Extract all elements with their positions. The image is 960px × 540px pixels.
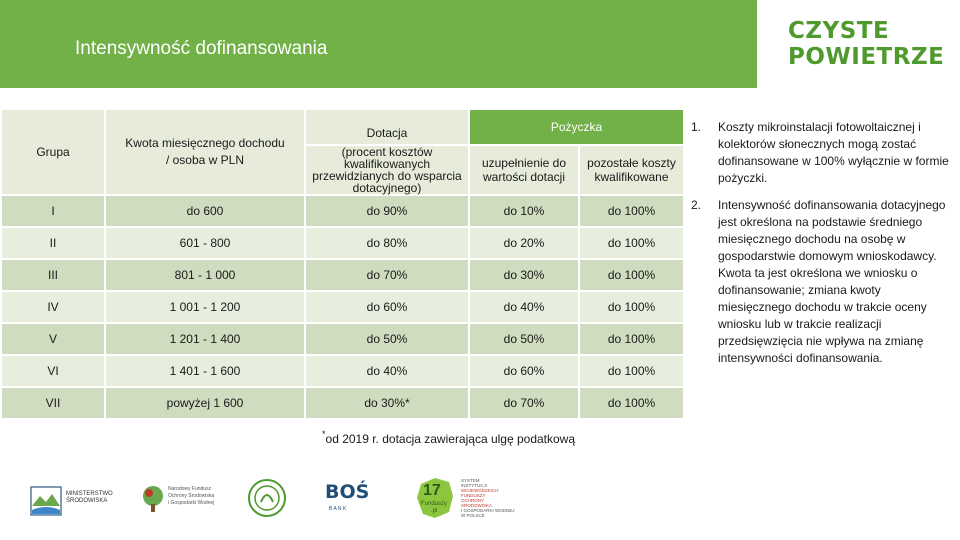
bos-bank-label: B A N K: [329, 506, 347, 512]
ministry-name-2: ŚRODOWISKA: [66, 498, 108, 504]
note-item: [688, 119, 950, 187]
cell-loan-other: do 100%: [579, 291, 684, 323]
cell-loan-other: do 100%: [579, 323, 684, 355]
cell-group: II: [1, 227, 105, 259]
cell-loan-supplement: do 50%: [469, 323, 579, 355]
cell-grant: do 80%: [305, 227, 469, 259]
funding-table: [0, 108, 685, 420]
table-row: [1, 387, 684, 419]
cell-loan-supplement: do 20%: [469, 227, 579, 259]
nfosigw-name-3: i Gospodarki Wodnej: [168, 500, 215, 506]
cell-loan-supplement: do 60%: [469, 355, 579, 387]
note-text: Intensywność dofinansowania dotacyjnego jest określona na podstawie średniego miesięcznego dochodu na osobę w gospodarstwie domowym wnioskodawcy. Kwota ta jest określona we wniosku o dofinansowanie; zmiana kwoty miesięcznego dochodu w trakcie oceny wniosku lub w trakcie realizacji przedsięwzięcia nie wpływa na zmianę intensywności dofinansowania.: [718, 198, 946, 365]
notes-list: [688, 119, 950, 377]
cell-group: III: [1, 259, 105, 291]
wf-text-4: FUNDUSZY: [461, 493, 486, 498]
logo-line-1: CZYSTE: [788, 18, 890, 44]
ministry-name-1: MINISTERSTWO: [66, 491, 113, 497]
table-row: [1, 355, 684, 387]
eco-seal-logo: [247, 478, 287, 518]
cell-income: 801 - 1 000: [105, 259, 305, 291]
wf-number: 17: [423, 482, 441, 499]
cell-grant: do 70%: [305, 259, 469, 291]
cell-loan-other: do 100%: [579, 227, 684, 259]
wf-text-7: I GOSPODARKI WODNEJ: [461, 508, 515, 513]
cell-loan-supplement: do 10%: [469, 195, 579, 227]
tree-emblem-icon: [140, 484, 166, 514]
cell-loan-other: do 100%: [579, 259, 684, 291]
cell-grant: do 90%: [305, 195, 469, 227]
header-income: Kwota miesięcznego dochodu / osoba w PLN: [105, 109, 305, 195]
footnote: [322, 429, 576, 446]
cell-loan-other: do 100%: [579, 387, 684, 419]
footnote-mark: *: [322, 429, 326, 439]
cell-loan-supplement: do 40%: [469, 291, 579, 323]
seal-icon: [247, 478, 287, 518]
cell-income: 1 001 - 1 200: [105, 291, 305, 323]
wf-text-5: OCHRONY: [461, 498, 485, 503]
czyste-powietrze-logo: [788, 18, 945, 70]
wf-text-8: W POLSCE: [461, 513, 485, 518]
wf-text-2: INSTYTUCJI: [461, 483, 488, 488]
table-row: [1, 227, 684, 259]
footnote-text: od 2019 r. dotacja zawierająca ulgę podatkową: [325, 432, 576, 446]
note-number: 2.: [691, 198, 702, 212]
title-banner: [0, 0, 757, 88]
cell-loan-other: do 100%: [579, 195, 684, 227]
nfosigw-name-2: Ochrony Środowiska: [168, 493, 215, 499]
cell-group: IV: [1, 291, 105, 323]
cell-group: I: [1, 195, 105, 227]
table-row: [1, 259, 684, 291]
cell-income: 601 - 800: [105, 227, 305, 259]
header-loan-other: pozostałe koszty kwalifikowane: [579, 145, 684, 195]
wf-text-1: SYSTEM: [461, 478, 480, 483]
page-title: Intensywność dofinansowania: [75, 38, 328, 59]
header-loan: Pożyczka: [469, 109, 684, 145]
wfosigw-logo: [415, 476, 565, 520]
ministry-logo: [30, 486, 120, 516]
ministry-emblem-icon: [30, 486, 62, 516]
bos-bank-logo: [325, 482, 377, 516]
cell-loan-supplement: do 70%: [469, 387, 579, 419]
wf-text-3: WOJEWÓDZKICH: [461, 488, 499, 493]
header-grant: Dotacja: [305, 109, 469, 145]
cell-income: 1 201 - 1 400: [105, 323, 305, 355]
table-row: [1, 323, 684, 355]
cell-loan-supplement: do 30%: [469, 259, 579, 291]
cell-group: VII: [1, 387, 105, 419]
wf-suffix: .pl: [431, 508, 438, 514]
cell-grant: do 30%*: [305, 387, 469, 419]
bos-wordmark: BOŚ: [325, 481, 370, 503]
note-text: Koszty mikroinstalacji fotowoltaicznej i kolektorów słonecznych mogą zostać dofinansowane w 100% wyłącznie w formie pożyczki.: [718, 120, 949, 185]
header-loan-supplement: uzupełnienie do wartości dotacji: [469, 145, 579, 195]
cell-income: do 600: [105, 195, 305, 227]
cell-grant: do 40%: [305, 355, 469, 387]
cell-income: 1 401 - 1 600: [105, 355, 305, 387]
cell-loan-other: do 100%: [579, 355, 684, 387]
nfosigw-name-1: Narodowy Fundusz: [168, 486, 212, 492]
cell-grant: do 60%: [305, 291, 469, 323]
table-row: [1, 195, 684, 227]
wf-text-6: ŚRODOWISKA: [461, 503, 493, 508]
note-item: [688, 197, 950, 367]
note-number: 1.: [691, 120, 702, 134]
cell-grant: do 50%: [305, 323, 469, 355]
header-group: Grupa: [1, 109, 105, 195]
cell-income: powyżej 1 600: [105, 387, 305, 419]
nfosigw-logo: [140, 484, 220, 520]
header-grant-sub: (procent kosztów kwalifikowanych przewidzianych do wsparcia dotacyjnego): [305, 145, 469, 195]
logo-line-2: POWIETRZE: [788, 44, 945, 70]
table-row: [1, 291, 684, 323]
cell-group: VI: [1, 355, 105, 387]
partner-logos: [0, 470, 680, 530]
wf-funds-label: Funduszy: [421, 501, 448, 507]
cell-group: V: [1, 323, 105, 355]
